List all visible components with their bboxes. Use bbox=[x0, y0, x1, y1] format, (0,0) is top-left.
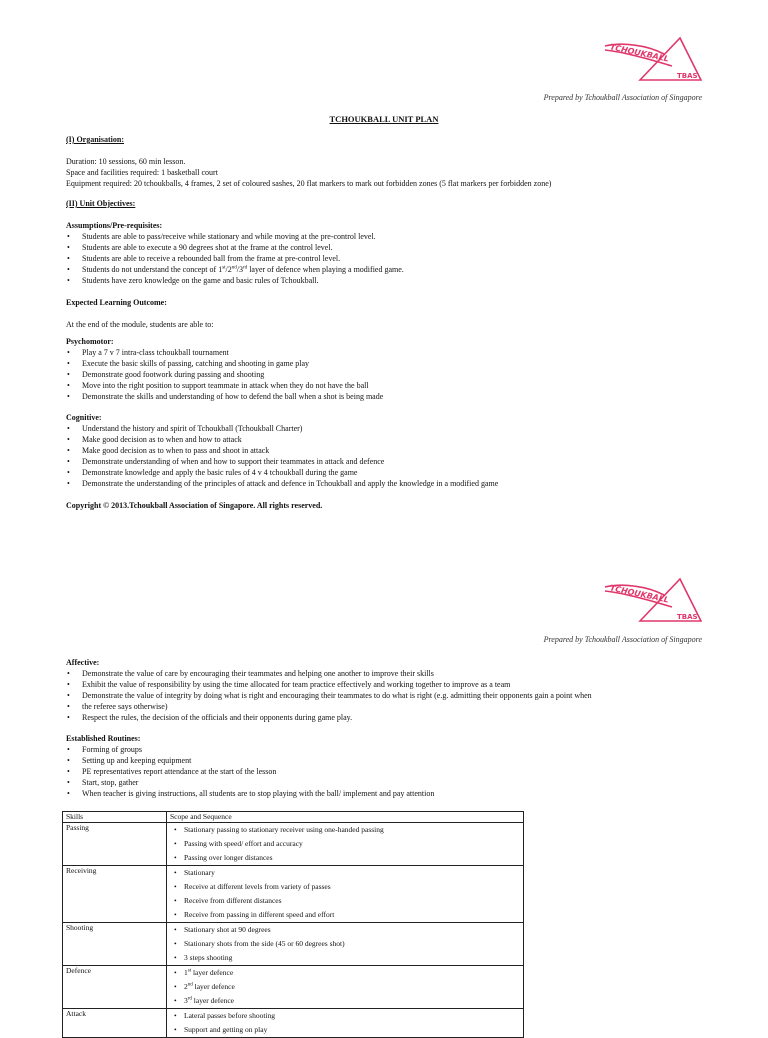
skill-name: Receiving bbox=[63, 866, 167, 923]
list-item: • PE representatives report attendance at the start of the lesson bbox=[66, 766, 434, 777]
list-item: • Demonstrate the understanding of the principles of attack and defence in Tchoukball and apply the knowledge in a modified game bbox=[66, 478, 498, 489]
list-item: • Forming of groups bbox=[66, 744, 434, 755]
list-item: • Move into the right position to support teammate in attack when they do not have the ball bbox=[66, 380, 383, 391]
list-item: • Demonstrate good footwork during passing and shooting bbox=[66, 369, 383, 380]
list-item: • Play a 7 v 7 intra-class tchoukball tournament bbox=[66, 347, 383, 358]
skill-name: Defence bbox=[63, 966, 167, 1009]
svg-text:TCHOUKBALL: TCHOUKBALL bbox=[609, 583, 670, 605]
psychomotor-list bbox=[66, 347, 383, 402]
list-item: • Respect the rules, the decision of the officials and their opponents during game play. bbox=[66, 712, 592, 723]
table-header-row bbox=[63, 812, 524, 823]
list-item: • Start, stop, gather bbox=[66, 777, 434, 788]
routines-list bbox=[66, 744, 434, 799]
affective-heading: Affective: bbox=[66, 658, 100, 667]
affective-list bbox=[66, 668, 592, 723]
list-item: • Receive from passing in different speed and effort bbox=[170, 908, 520, 922]
prepared-by: Prepared by Tchoukball Association of Singapore bbox=[543, 635, 702, 644]
list-item: • 1st layer defence bbox=[170, 966, 520, 980]
duration-text: Duration: 10 sessions, 60 min lesson. bbox=[66, 157, 186, 166]
list-item: • Receive from different distances bbox=[170, 894, 520, 908]
psychomotor-heading: Psychomotor: bbox=[66, 337, 114, 346]
list-item: • Make good decision as to when and how to attack bbox=[66, 434, 498, 445]
expected-intro: At the end of the module, students are able to: bbox=[66, 320, 214, 329]
list-item: • Stationary shot at 90 degrees bbox=[170, 923, 520, 937]
list-item: • Students are able to receive a rebounded ball from the frame at pre-control level. bbox=[66, 253, 404, 264]
list-item: • Stationary passing to stationary receiver using one-handed passing bbox=[170, 823, 520, 837]
page-title: TCHOUKBALL UNIT PLAN bbox=[329, 114, 439, 124]
list-item: • Lateral passes before shooting bbox=[170, 1009, 520, 1023]
list-item: • Stationary bbox=[170, 866, 520, 880]
table-header-scope: Scope and Sequence bbox=[167, 812, 524, 823]
list-item: • 3 steps shooting bbox=[170, 951, 520, 965]
objectives-heading: (II) Unit Objectives: bbox=[66, 199, 136, 208]
organisation-heading: (I) Organisation: bbox=[66, 135, 124, 144]
list-item: • Passing over longer distances bbox=[170, 851, 520, 865]
assumptions-list bbox=[66, 231, 404, 286]
list-item: • 3rd layer defence bbox=[170, 994, 520, 1008]
cognitive-heading: Cognitive: bbox=[66, 413, 102, 422]
space-text: Space and facilities required: 1 basketball court bbox=[66, 168, 218, 177]
skill-name: Attack bbox=[63, 1009, 167, 1038]
svg-text:TBAS: TBAS bbox=[677, 72, 698, 80]
list-item: • Passing with speed/ effort and accuracy bbox=[170, 837, 520, 851]
cognitive-list bbox=[66, 423, 498, 489]
list-item: • 2nd layer defence bbox=[170, 980, 520, 994]
list-item: • Stationary shots from the side (45 or 60 degrees shot) bbox=[170, 937, 520, 951]
list-item: • Setting up and keeping equipment bbox=[66, 755, 434, 766]
list-item: • Students are able to pass/receive while stationary and while moving at the pre-control level. bbox=[66, 231, 404, 242]
list-item: • Understand the history and spirit of Tchoukball (Tchoukball Charter) bbox=[66, 423, 498, 434]
list-item: • Demonstrate knowledge and apply the basic rules of 4 v 4 tchoukball during the game bbox=[66, 467, 498, 478]
table-row bbox=[63, 966, 524, 1009]
svg-text:TCHOUKBALL: TCHOUKBALL bbox=[609, 42, 670, 64]
list-item: • Demonstrate understanding of when and how to support their teammates in attack and defence bbox=[66, 456, 498, 467]
equipment-text: Equipment required: 20 tchoukballs, 4 frames, 2 set of coloured sashes, 20 flat markers to mark out forbidden zones (5 flat markers per forbidden zone) bbox=[66, 179, 552, 188]
list-item: • Exhibit the value of responsibility by using the time allocated for team practice effectively and working together to improve as a team bbox=[66, 679, 592, 690]
table-row bbox=[63, 866, 524, 923]
list-item-continuation: • the referee says otherwise) bbox=[66, 701, 592, 712]
list-item: • Demonstrate the skills and understanding of how to defend the ball when a shot is being made bbox=[66, 391, 383, 402]
table-header-skills: Skills bbox=[63, 812, 167, 823]
tbas-logo bbox=[602, 577, 702, 625]
skill-name: Shooting bbox=[63, 923, 167, 966]
skills-table bbox=[62, 811, 524, 1038]
prepared-by: Prepared by Tchoukball Association of Singapore bbox=[543, 93, 702, 102]
list-item: • Support and getting on play bbox=[170, 1023, 520, 1037]
assumptions-heading: Assumptions/Pre-requisites: bbox=[66, 221, 163, 230]
list-item: • Students have zero knowledge on the game and basic rules of Tchoukball. bbox=[66, 275, 404, 286]
list-item: • Students are able to execute a 90 degrees shot at the frame at the control level. bbox=[66, 242, 404, 253]
routines-heading: Established Routines: bbox=[66, 734, 141, 743]
list-item: • Demonstrate the value of care by encouraging their teammates and helping one another to improve their skills bbox=[66, 668, 592, 679]
table-row bbox=[63, 923, 524, 966]
expected-heading: Expected Learning Outcome: bbox=[66, 298, 167, 307]
list-item: • Students do not understand the concept of 1st/2nd/3rd layer of defence when playing a modified game. bbox=[66, 264, 404, 275]
list-item: • Demonstrate the value of integrity by doing what is right and encouraging their teammates to do what is right (e.g. admitting their opponents gain a point when bbox=[66, 690, 592, 701]
list-item: • When teacher is giving instructions, all students are to stop playing with the ball/ implement and pay attention bbox=[66, 788, 434, 799]
copyright-text: Copyright © 2013.Tchoukball Association of Singapore. All rights reserved. bbox=[66, 501, 323, 510]
table-row bbox=[63, 1009, 524, 1038]
list-item: • Receive at different levels from variety of passes bbox=[170, 880, 520, 894]
list-item: • Make good decision as to when to pass and shoot in attack bbox=[66, 445, 498, 456]
tbas-logo bbox=[602, 36, 702, 84]
table-row bbox=[63, 823, 524, 866]
skill-name: Passing bbox=[63, 823, 167, 866]
list-item: • Execute the basic skills of passing, catching and shooting in game play bbox=[66, 358, 383, 369]
svg-text:TBAS: TBAS bbox=[677, 613, 698, 621]
